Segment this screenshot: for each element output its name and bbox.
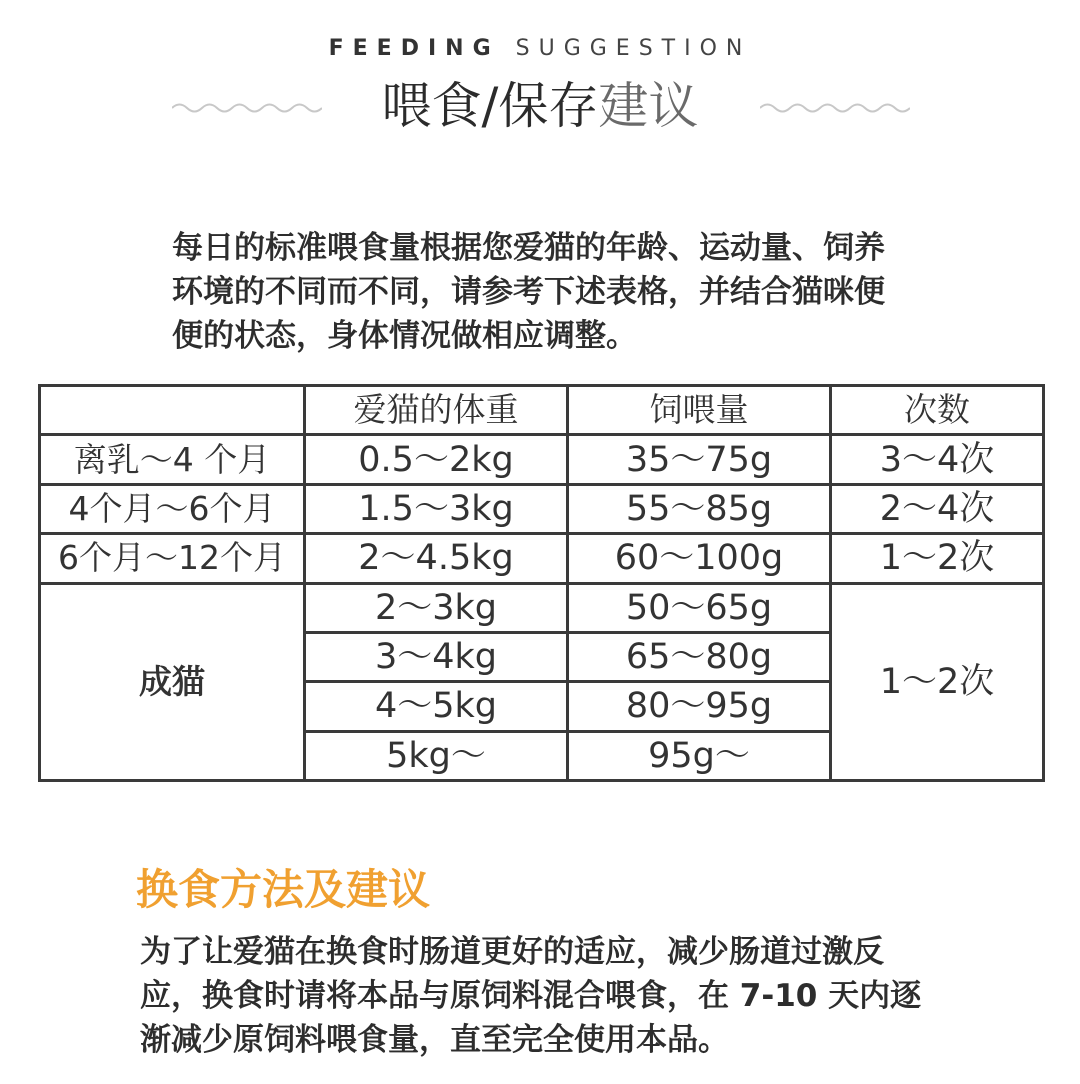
- intro-paragraph: 每日的标准喂食量根据您爱猫的年龄、运动量、饲养环境的不同而不同，请参考下述表格，并结合猫咪便便的状态，身体情况做相应调整。: [172, 230, 885, 354]
- table-row: [40, 435, 1044, 484]
- weight-cell: 3～4kg: [305, 632, 568, 681]
- eyebrow-heading: [0, 36, 1080, 61]
- switch-section-text: 为了让爱猫在换食时肠道更好的适应，减少肠道过激反应，换食时请将本品与原饲料混合喂食，在 7-10 天内逐渐减少原饲料喂食量，直至完全使用本品。: [140, 934, 922, 1058]
- weight-cell: 4～5kg: [305, 682, 568, 731]
- amount-cell: 50～65g: [568, 583, 831, 632]
- header-cell-amount: 饲喂量: [568, 386, 831, 435]
- amount-cell: 95g～: [568, 731, 831, 780]
- adult-stage-cell: 成猫: [40, 583, 305, 781]
- amount-cell: 60～100g: [568, 534, 831, 583]
- page-title: [0, 74, 1080, 138]
- header-cell-weight: 爱猫的体重: [305, 386, 568, 435]
- weight-cell: 5kg～: [305, 731, 568, 780]
- weight-cell: 2～4.5kg: [305, 534, 568, 583]
- stage-cell: 6个月～12个月: [40, 534, 305, 583]
- title-light: 建议: [598, 77, 699, 135]
- stage-cell: 离乳～4 个月: [40, 435, 305, 484]
- amount-cell: 80～95g: [568, 682, 831, 731]
- times-cell: 1～2次: [831, 534, 1044, 583]
- amount-cell: 55～85g: [568, 484, 831, 533]
- stage-cell: 4个月～6个月: [40, 484, 305, 533]
- weight-cell: 0.5～2kg: [305, 435, 568, 484]
- eyebrow-light: SUGGESTION: [515, 36, 752, 61]
- table-row: [40, 484, 1044, 533]
- title-row: [0, 72, 1080, 142]
- eyebrow-bold: FEEDING: [328, 36, 500, 61]
- times-cell: 2～4次: [831, 484, 1044, 533]
- table-header-row: [40, 386, 1044, 435]
- weight-cell: 2～3kg: [305, 583, 568, 632]
- feeding-table: [38, 384, 1045, 782]
- table-row: [40, 534, 1044, 583]
- table-row: [40, 583, 1044, 632]
- title-dark: 喂食/保存: [381, 77, 599, 135]
- amount-cell: 35～75g: [568, 435, 831, 484]
- wave-divider-right: [760, 98, 910, 118]
- adult-times-cell: 1～2次: [831, 583, 1044, 781]
- weight-cell: 1.5～3kg: [305, 484, 568, 533]
- header-cell-times: 次数: [831, 386, 1044, 435]
- header-cell-stage: [40, 386, 305, 435]
- amount-cell: 65～80g: [568, 632, 831, 681]
- switch-section-title: 换食方法及建议: [136, 865, 431, 914]
- times-cell: 3～4次: [831, 435, 1044, 484]
